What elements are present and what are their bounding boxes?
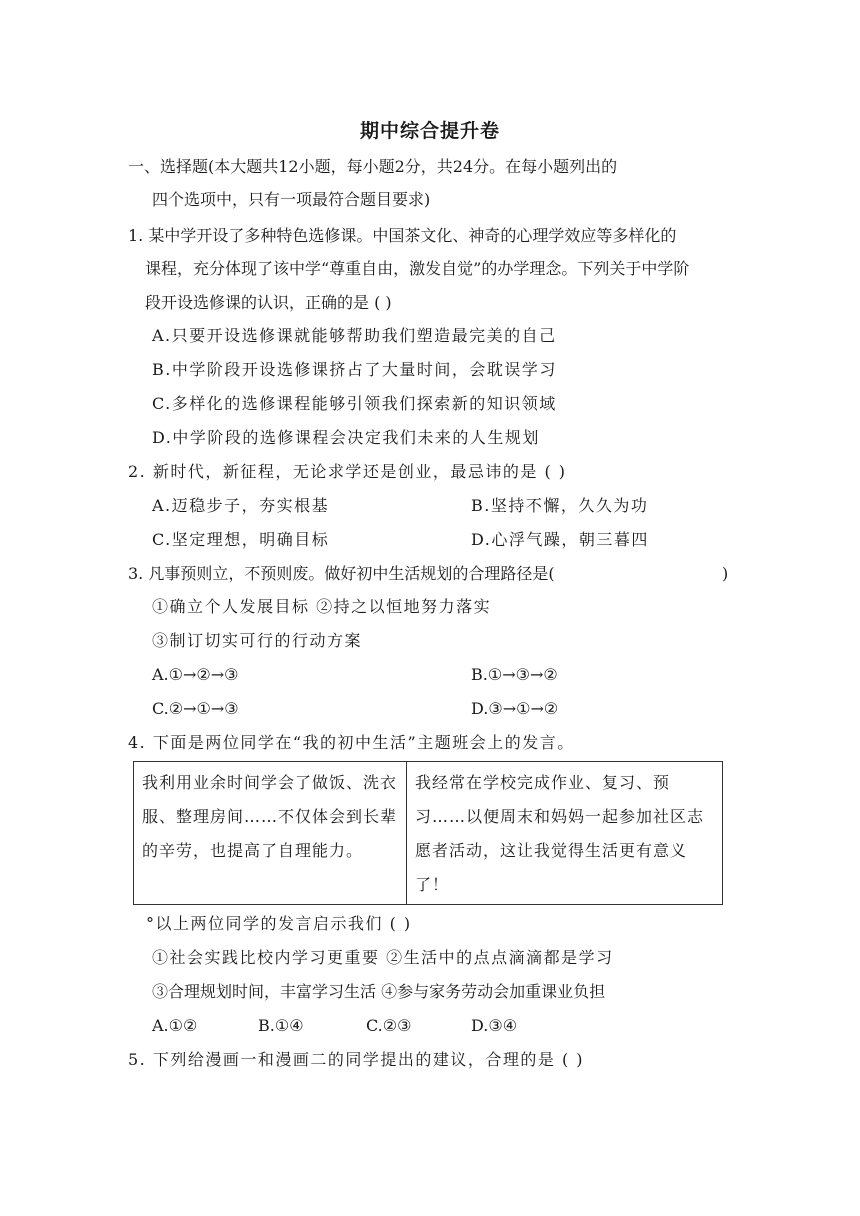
q4-option-a: A.①② [152,1016,198,1035]
q3-option-b: B.①→③→② [471,665,558,684]
q4-speech-right: 我经常在学校完成作业、复习、预习……以便周末和妈妈一起参加社区志愿者活动，这让我觉得生活更有意义了！ [415,773,705,894]
q3-option-d: D.③→①→② [471,699,559,718]
q3-item-1-2: ①确立个人发展目标 ②持之以恒地努力落实 [152,597,492,616]
q4-speech-table [133,761,723,905]
section-heading: 一、选择题(本大题共12小题，每小题2分，共24分。在每小题列出的 [128,157,618,176]
q4-speech-left: 我利用业余时间学会了做饭、洗衣服、整理房间……不仅体会到长辈的辛劳，也提高了自理能力。 [134,762,407,904]
q2-option-a: A.迈稳步子，夯实根基 [152,496,330,515]
q4-option-d: D.③④ [471,1016,518,1035]
q1-stem-cont: 课程，充分体现了该中学“尊重自由，激发自觉”的办学理念。下列关于中学阶 [145,259,690,278]
q1-stem: 1. 某中学开设了多种特色选修课。中国茶文化、神奇的心理学效应等多样化的 [128,226,677,245]
q3-option-a: A.①→②→③ [152,665,239,684]
q3-paren-close: ) [722,564,729,583]
q2-option-b: B.坚持不懈，久久为功 [471,496,649,515]
q4-option-b: B.①④ [258,1016,304,1035]
q4-item-1-2: ①社会实践比校内学习更重要 ②生活中的点点滴滴都是学习 [152,948,614,967]
q1-option-b: B.中学阶段开设选修课挤占了大量时间，会耽误学习 [152,360,557,379]
q4-item-3-4: ③合理规划时间，丰富学习生活 ④参与家务劳动会加重课业负担 [152,982,606,1001]
q3-item-3: ③制订切实可行的行动方案 [152,631,363,650]
q4-option-c: C.②③ [366,1016,412,1035]
q2-option-c: C.坚定理想，明确目标 [152,530,330,549]
section-heading-cont: 四个选项中，只有一项最符合题目要求) [152,190,431,209]
q3-stem: 3. 凡事预则立，不预则废。做好初中生活规划的合理路径是( [128,564,555,583]
q4-question: °以上两位同学的发言启示我们 ( ) [146,914,412,933]
page-title: 期中综合提升卷 [359,120,500,142]
q3-option-c: C.②→①→③ [152,699,239,718]
q2-stem: 2. 新时代，新征程，无论求学还是创业，最忌讳的是 ( ) [128,462,567,481]
q4-stem: 4. 下面是两位同学在“我的初中生活”主题班会上的发言。 [128,733,575,752]
q1-option-c: C.多样化的选修课程能够引领我们探索新的知识领域 [152,394,557,413]
q1-stem-cont: 段开设选修课的认识，正确的是 ( ) [145,293,392,312]
q1-option-d: D.中学阶段的选修课程会决定我们未来的人生规划 [152,428,540,447]
q5-stem: 5. 下列给漫画一和漫画二的同学提出的建议，合理的是 ( ) [128,1050,585,1069]
q1-option-a: A.只要开设选修课就能够帮助我们塑造最完美的自己 [152,326,557,345]
q2-option-d: D.心浮气躁，朝三暮四 [471,530,649,549]
